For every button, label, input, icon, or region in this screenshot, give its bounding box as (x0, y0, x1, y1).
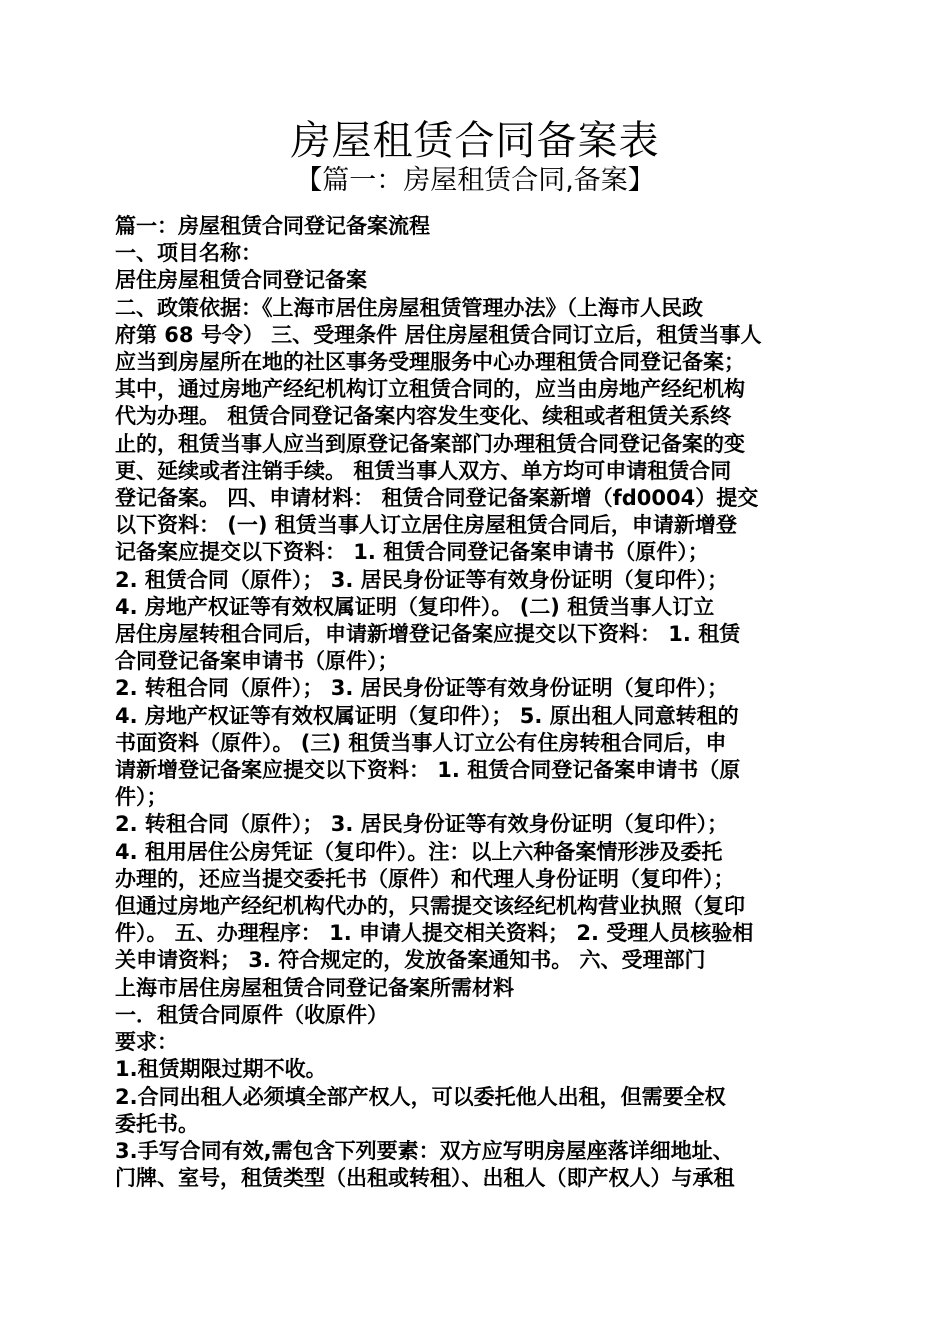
body-line: 4. 租用居住公房凭证（复印件）。注：以上六种备案情形涉及委托 (115, 839, 723, 864)
body-line: 书面资料（原件）。 (三) 租赁当事人订立公有住房转租合同后，申 (115, 730, 727, 755)
body-line: 应当到房屋所在地的社区事务受理服务中心办理租赁合同登记备案； (115, 350, 745, 375)
body-line: 关申请资料； 3. 符合规定的，发放备案通知书。 六、受理部门 (115, 948, 706, 973)
body-line: 办理的，还应当提交委托书（原件）和代理人身份证明（复印件）； (115, 866, 735, 891)
body-line: 篇一：房屋租赁合同登记备案流程 (115, 214, 430, 238)
body-line: 件）； (115, 785, 168, 810)
body-line: 合同登记备案申请书（原件）； (115, 649, 399, 674)
body-line: 府第 68 号令） 三、受理条件 居住房屋租赁合同订立后，租赁当事人 (115, 322, 762, 347)
document-title: 房屋租赁合同备案表 (290, 118, 660, 164)
body-line: 4. 房地产权证等有效权属证明（复印件）。 (二) 租赁当事人订立 (115, 594, 715, 619)
body-line: 代为办理。 租赁合同登记备案内容发生变化、续租或者租赁关系终 (115, 404, 732, 429)
body-line: 一．租赁合同原件（收原件） (115, 1002, 388, 1027)
body-line: 委托书。 (115, 1111, 199, 1136)
document-subtitle: 【篇一：房屋租赁合同,备案】 (295, 165, 655, 196)
body-line: 上海市居住房屋租赁合同登记备案所需材料 (115, 975, 514, 1000)
body-line: 件）。 五、办理程序： 1. 申请人提交相关资料； 2. 受理人员核验相 (115, 921, 754, 946)
document-body (115, 213, 837, 1192)
body-line: 1.租赁期限过期不收。 (115, 1057, 327, 1082)
body-line: 居住房屋租赁合同登记备案 (115, 268, 367, 293)
body-line: 登记备案。 四、申请材料： 租赁合同登记备案新增（fd0004）提交 (115, 486, 759, 511)
body-line: 2.合同出租人必须填全部产权人，可以委托他人出租，但需要全权 (115, 1084, 726, 1109)
body-line: 居住房屋转租合同后，申请新增登记备案应提交以下资料： 1. 租赁 (115, 622, 741, 647)
body-line: 要求： (115, 1030, 178, 1055)
body-line: 更、延续或者注销手续。 租赁当事人双方、单方均可申请租赁合同 (115, 458, 732, 483)
body-line: 门牌、室号，租赁类型（出租或转租）、出租人（即产权人）与承租 (115, 1166, 735, 1191)
body-line: 2. 转租合同（原件）； 3. 居民身份证等有效身份证明（复印件）； (115, 676, 729, 701)
body-line: 4. 房地产权证等有效权属证明（复印件）； 5. 原出租人同意转租的 (115, 703, 739, 728)
body-line: 一、项目名称： (115, 241, 262, 266)
body-line: 二、政策依据：《上海市居住房屋租赁管理办法》（上海市人民政 (115, 295, 703, 320)
body-line: 请新增登记备案应提交以下资料： 1. 租赁合同登记备案申请书（原 (115, 758, 741, 783)
body-line: 3.手写合同有效,需包含下列要素：双方应写明房屋座落详细地址、 (115, 1138, 734, 1163)
body-line: 以下资料： (一) 租赁当事人订立居住房屋租赁合同后，申请新增登 (115, 513, 737, 538)
body-line: 记备案应提交以下资料： 1. 租赁合同登记备案申请书（原件）； (115, 540, 709, 565)
body-line: 但通过房地产经纪机构代办的，只需提交该经纪机构营业执照（复印 (115, 894, 745, 919)
body-line: 止的，租赁当事人应当到原登记备案部门办理租赁合同登记备案的变 (115, 431, 745, 456)
body-line: 2. 租赁合同（原件）； 3. 居民身份证等有效身份证明（复印件）； (115, 567, 729, 592)
body-line: 2. 转租合同（原件）； 3. 居民身份证等有效身份证明（复印件）； (115, 812, 729, 837)
body-line: 其中，通过房地产经纪机构订立租赁合同的，应当由房地产经纪机构 (115, 377, 745, 402)
